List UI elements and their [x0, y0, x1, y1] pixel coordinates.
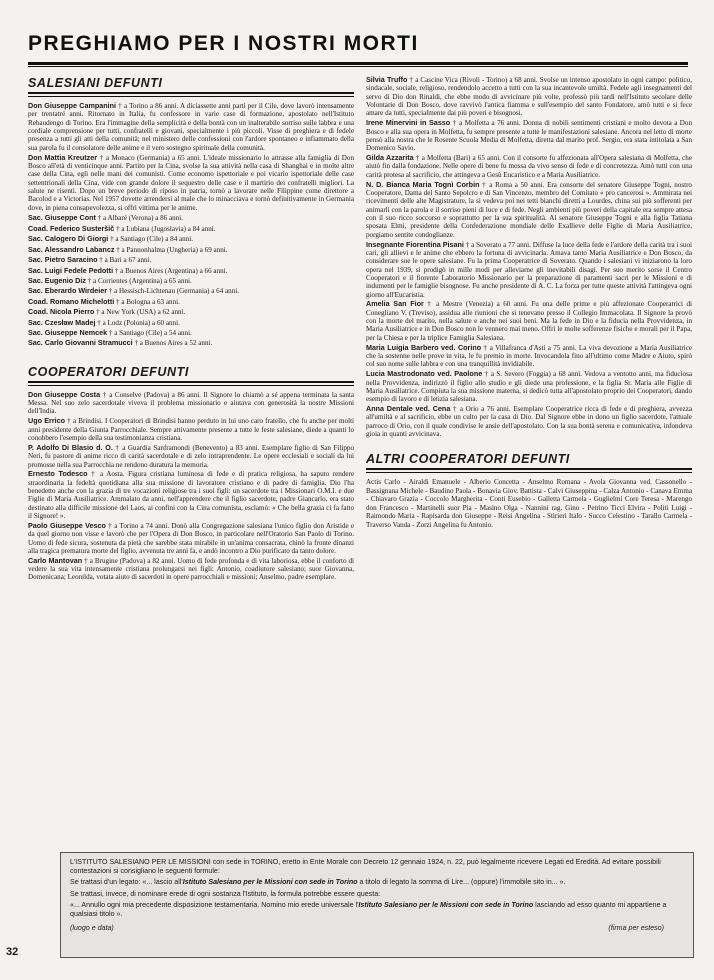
entry-name: Don Giuseppe Costa	[28, 389, 101, 399]
entry-name: Gilda Azzarita	[366, 153, 414, 163]
obituary-entry	[28, 444, 354, 469]
list-item	[28, 328, 354, 338]
obituary-entry	[366, 300, 692, 342]
list-item	[28, 307, 354, 317]
entry-meta: † a Brugine (Padova) a 82 anni.	[84, 556, 176, 565]
notice-text: «... Annullo ogni mia precedente disposizione testamentaria. Nomino mio erede universale l'	[70, 901, 359, 909]
left-column	[28, 76, 354, 583]
entry-meta: † a S. Severo (Foggia) a 68 anni.	[484, 370, 582, 379]
entry-meta: † a New York (USA) a 62 anni.	[96, 308, 186, 317]
institute-name: Istituto Salesiano per le Missioni con sede in Torino	[358, 901, 534, 909]
entry-name: Carlo Mantovan	[28, 555, 83, 565]
notice-intro: L'ISTITUTO SALESIANO PER LE MISSIONI con sede in TORINO, eretto in Ente Morale con Decreto 12 gennaio 1924, n. 22, può legalmente ricevere Legati ed Eredità. Ad evitare possibili contestazioni si consigliano le seguenti formule:	[70, 858, 661, 875]
entry-meta: † a Albaré (Verona) a 86 anni.	[97, 214, 183, 223]
place-date-label: (luogo e data)	[70, 924, 114, 932]
entry-name: Sac. Pietro Saracino	[28, 255, 98, 265]
entry-name: Sac. Luigi Fedele Pedotti	[28, 265, 114, 275]
altri-heading: ALTRI COOPERATORI DEFUNTI	[366, 452, 692, 470]
list-item	[28, 286, 354, 296]
right-column	[366, 76, 692, 530]
section-rule	[366, 472, 692, 473]
title-rule	[28, 66, 688, 67]
entry-name: Coad. Nicola Pierro	[28, 307, 95, 317]
obituary-entry	[28, 417, 354, 442]
list-item	[28, 276, 354, 286]
entry-name: Paolo Giuseppe Vesco	[28, 520, 106, 530]
obituary-entry	[366, 181, 692, 239]
short-entries-list	[28, 213, 354, 348]
entry-meta: † a Torino a 86 anni.	[118, 102, 179, 110]
page-title: PREGHIAMO PER I NOSTRI MORTI	[28, 32, 688, 65]
section-rule	[28, 96, 354, 97]
obituary-entry	[366, 154, 692, 179]
entry-name: Sac. Eberardo Wirdeier	[28, 286, 108, 296]
entry-meta: † a Monaco (Germania) a 65 anni.	[99, 153, 202, 162]
entry-text: Esemplare figlio di San Filippo Neri, fu pastore di anime ricco di carità sacerdotale e di zelo intraprendente. Le opere ecclesiali e sociali da lui promosse nella sua Parrocchia ne rendono duratura la memoria.	[28, 443, 355, 469]
entry-meta: † a Lodz (Polonia) a 60 anni.	[97, 318, 180, 327]
entry-text: Svolse un intenso apostolato in ogni campo: politico, sindacale, sociale, religioso, rendendolo accetto a tutti con la sua incantevole umiltà. Fedele agli insegnamenti del servo di Dio don Rinaldi, che ebbe modo di avvicinare più volte, professò più tardi nell'Istituto secolare delle Volontarie di Don Bosco, dove ravvivò l'antica fiamma e sull'esempio del santo Fondatore, amò tutti e si fece amare da tutti, specialmente dai più poveri e bisognosi.	[366, 76, 692, 118]
entry-name: Sac. Calogero Di Giorgi	[28, 234, 109, 244]
entry-text: I Cooperatori di Brindisi hanno perduto in lui uno caro fratello, che fu anche per molti anni presidente della Giunta Parrocchiale. Sempre attivamente presente a tutte le feste salesiane, diede a quanti lo conobbero l'esempio della sua testimonianza cristiana.	[28, 417, 355, 442]
obituary-entry	[366, 405, 692, 438]
entry-text: Figura cristiana luminosa di fede e di pratica religiosa, ha saputo rendere straordinaria la fedeltà quotidiana alla sua missione di lavoratore cristiano e di padre di famiglia. Dio l'ha benedetto anche con la grazia di tre vocazioni religiose tra i suoi figli: un sacerdote tra i Missionari O.M.I. e due Figlie di Maria Ausiliatrice. Ammalato da anni, nell'apprendere che il figlio sacerdote, padre Giancarlo, era stato destinato alla difficile missione del Laos, ai confini con la Cina comunista, esclamò: « Che bella grazia ci fa fatto il Signore! ».	[28, 470, 354, 521]
signature-label: (firma per esteso)	[608, 924, 664, 932]
entry-text: Uomo di fede profonda e di vita laboriosa, ebbe il conforto di vedere la sua vita intensamente cristiana prolungarsi nei figli: Antonio, coadiutore salesiano; suor Giovanna, Domenicana; Leonilda, votata aiuto di sacerdoti in opere parrocchiali e missioni; Anselmo, padre esemplare.	[28, 556, 354, 582]
entry-meta: † a Soverato a 77 anni.	[465, 240, 531, 249]
entry-meta: † a Torino a 74 anni.	[108, 521, 170, 530]
entry-meta: † a Brindisi.	[67, 417, 103, 426]
other-cooperators-list: Actis Carlo - Airaldi Emanuele - Alberio Concetta - Anselmo Romana - Avola Giovanna ved. Cassonello - Bassignana Michele - Baudino Paola - Bonavia Giov. Battista - Calvi Giuseppina - Calza Antonio - Canava Emma - Chiavaro Grazia - Coccolo Margherita - Conti Eusebio - Galletta Carmela - Guglielmi Core Teresa - Marengo don Francesco - Martinelli suor Pia - Masino Olga - Nannini rag. Gino - Petrino Ticci Elvira - Politi Luigi - Raimondo Maria - Rapisarda don Giuseppe - Reisi Angelina - Stirieri Italo - Succo Celestino - Tarallo Carmela - Traverso Vanda - Zorzi Angelina fu Antonio.	[366, 477, 692, 529]
entry-name: Anna Dentale ved. Cena	[366, 404, 451, 414]
entry-meta: † a Lubiana (Jugoslavia) a 84 anni.	[116, 224, 216, 233]
cooperatori-heading: COOPERATORI DEFUNTI	[28, 365, 354, 383]
entry-text: La viva devozione a Maria Ausiliatrice che la sostenne nelle prove in vita, le fu premio in morte. Invocandola fino all'ultimo come Madre e Aiuto, spirò col suo nome sulle labbra e con una tranquillità invidiabile.	[366, 343, 692, 369]
entry-meta: † a Villafranca d'Asti a 75 anni.	[483, 343, 577, 352]
entry-meta: † a Santiago (Cile) a 84 anni.	[110, 235, 193, 244]
entry-name: Sac. Eugenio Diz	[28, 275, 86, 285]
obituary-entry	[366, 370, 692, 403]
entry-name: Sac. Czesław Madej	[28, 317, 96, 327]
list-item	[28, 234, 354, 244]
list-item	[28, 245, 354, 255]
entry-name: Sac. Alessandro Labancz	[28, 244, 115, 254]
entry-meta: † a Buenos Aires (Argentina) a 66 anni.	[114, 266, 228, 275]
entry-meta: † a Pannonhalma (Ungheria) a 69 anni.	[116, 245, 228, 254]
entry-name: P. Adolfo Di Blasio d. O.	[28, 442, 113, 452]
entry-meta: † a Bologna a 63 anni.	[116, 297, 180, 306]
list-item	[28, 213, 354, 223]
entry-meta: † a Santiago (Cile) a 54 anni.	[108, 328, 192, 337]
entry-meta: † a Mestre (Venezia) a 60 anni.	[427, 300, 528, 309]
entry-meta: † a Aosta.	[91, 470, 125, 479]
list-item	[28, 297, 354, 307]
entry-meta: † a Molfetta (Bari) a 65 anni.	[415, 154, 501, 163]
obituary-entry	[366, 241, 692, 299]
entry-name: Insegnante Fiorentina Pisani	[366, 239, 464, 249]
notice-erede-intro: Se trattasi, invece, di nominare erede di ogni sostanza l'Istituto, la formula potrebbe essere questa:	[70, 889, 381, 898]
entry-name: Coad. Romano Michelotti	[28, 296, 115, 306]
entry-name: Sac. Giuseppe Cont	[28, 213, 96, 223]
entry-name: Don Mattia Kreutzer	[28, 152, 98, 162]
obituary-entry	[366, 344, 692, 369]
notice-text: lasciando ad esso quanto mi appartiene a qualsiasi titolo ».	[70, 901, 667, 918]
salesiani-heading: SALESIANI DEFUNTI	[28, 76, 354, 94]
entry-name: Irene Minervini in Sasso	[366, 118, 451, 128]
notice-text: Se trattasi d'un legato: «... lascio all'	[70, 878, 183, 886]
entry-name: Don Giuseppe Campanini	[28, 101, 117, 110]
entry-meta: † a Molfetta a 76 anni.	[452, 119, 521, 128]
obituary-entry	[366, 76, 692, 118]
entry-meta: † a Bari a 67 anni.	[99, 256, 152, 265]
entry-meta: † a Roma a 50 anni.	[482, 180, 545, 189]
entry-name: Lucia Mastrodonato ved. Paolone	[366, 369, 483, 379]
entry-name: Silvia Truffo	[366, 75, 408, 84]
notice-legato	[70, 878, 684, 887]
entry-meta: † a Corrientes (Argentina) a 65 anni.	[87, 276, 192, 285]
list-item	[28, 338, 354, 348]
entry-text: Esemplare Cooperatrice ricca di fede e di preghiera, avvezza all'umiltà e al sacrificio, ebbe un culto per la casa di Dio. Dal Signore ebbe in dono un figlio sacerdote, l'attuale parroco di Orio, con il quale condivise le ansie dell'apostolato. Con la sua bontà serena e comunicativa, infondeva gioia in quanti avvicinava.	[366, 405, 692, 439]
entry-name: Maria Luigia Barbero ved. Corino	[366, 342, 482, 352]
page-number: 32	[6, 946, 19, 958]
legacy-notice-box	[60, 852, 694, 958]
obituary-entry	[366, 119, 692, 152]
list-item	[28, 318, 354, 328]
list-item	[28, 266, 354, 276]
entry-meta: † a Cascine Vica (Rivoli - Torino) a 68 anni.	[409, 76, 538, 84]
institute-name: Istituto Salesiano per le Missioni con sede in Torino	[182, 878, 358, 886]
entry-text: Vedova a ventotto anni, ma fiduciosa nella Provvidenza, indirizzò il figlio allo studio e gli diede una professione, e la figlia Sr. Maria alle Figlie di Maria Ausiliatrice. Compiuta la sua missione materna, si dedicò tutta all'apostolato proprio dei Cooperatori, dando esempio di lavoro e di letizia salesiana.	[366, 370, 693, 404]
entry-name: Sac. Carlo Giovanni Stramucci	[28, 338, 133, 348]
entry-text: Diffuse la luce della fede e l'ardore della carità tra i suoi cari, gli allievi e le anime che ebbero la fortuna di avvicinarla. Amava tanto Maria Ausiliatrice e Don Bosco, da considerare sue le opere salesiane. Fu la prima Cooperatrice di Soverato. Quando i salesiani vi iniziarono la loro opera nel 1939, si prodigò in mille modi per alleviarne gli inevitabili disagi. Per suo merito sorse il Centro Cooperatori e il fiorente Laboratorio Missionario per la preparazione di paramenti sacri per le Missioni e di indumenti per le famiglie bisognose. Fu anche presidente di A. C. La forza per tutte queste attività l'attingeva ogni giorno all'Eucaristia.	[366, 240, 692, 299]
obituary-entry	[28, 391, 354, 416]
section-rule	[28, 385, 354, 386]
entry-meta: † a Orio a 76 anni.	[452, 405, 511, 414]
entry-text: Donò alla Congregazione salesiana l'unico figlio don Aristide e da quel giorno non visse e lavorò che per l'Opera di Don Bosco, in particolare nell'Oratorio San Paolo di Torino. Uomo di fede sicura, sostenuta da pietà che sarebbe stata mirabile in un'anima consacrata, chinò la fronte dinanzi alla tragica prematura morte del figlio, avvenuta tre anni fa, e andò incontro a Dio purificato da tanto dolore.	[28, 521, 355, 555]
entry-text: Era consorte del senatore Giuseppe Togni, nostro Cooperatore, Dama del Santo Sepolcro e di San Vincenzo, membro del Comitato « pro cancerosi ». Ammirata nei ricevimenti delle alte Magistrature, la si vedeva poi nei tetti bianchi diretti a Lourdes, china sui più sofferenti per animarli con la parola e il sorriso pieni di luce e di fede. Negli ambienti più poveri della capitale era sempre attesa con il suo ricco soccorso e soprattutto per la sua spiritualità. Al senatore Giuseppe Togni e alla figlia Tatiana sposata Elmi, presidente della Confederazione mondiale delle Exallieve delle Figlie di Maria Ausiliatrice, porgiamo sentite condoglianze.	[366, 180, 692, 239]
obituary-entry	[28, 102, 354, 152]
entry-text: A diciassette anni partì per il Cile, dove lavorò intensamente per trentatré anni. Ritornato in Italia, fu confessore in varie case di formazione, apostolato nell'Istituto Rebaudengo di Torino. Era l'immagine della semplicità e della bontà con un inalterabile sorriso sulle labbra e una cordiale comprensione per tutti, confratelli e giovani, specialmente i più piccoli. Visse di preghiera e di fedele presenza a tutti gli atti della comunità; nel ministero delle confessioni con l'ardore spontaneo e infiammato della sua parola fu il consolatore delle anime e il vero sostegno spirituale della comunità.	[28, 102, 354, 152]
entry-text: Con il consorte fu affezionata all'Opera salesiana di Molfetta, che aiutò fin dalla fondazione. Nelle opere di bene fu mossa da vivo senso di fede e di concretezza. Amò tutti con una carità protesa al sacrificio, che attingeva a Gesù Eucaristico e a Maria Ausiliatrice.	[366, 154, 692, 179]
entry-meta: † a Buenos Aires a 52 anni.	[134, 339, 213, 348]
entry-text: Fu una delle prime e più affezionate Cooperatrici di Conegliano V. (Treviso), assidua alle riunioni che si tenevano presso il Collegio Immacolata. Il Signore la provò con la morte del marito, nella salute e anche nei suoi beni. Ma la fede in Dio e la fiducia nella Provvidenza, in Maria Ausiliatrice e in Don Bosco non le vennero mai meno. Offrì le molte sofferenze fisiche e morali per il Papa, per la Chiesa e per la triplice Famiglia Salesiana.	[366, 300, 693, 342]
obituary-entry	[28, 522, 354, 555]
entry-text: Il Signore lo chiamò a sé appena terminata la santa Messa. Nel suo zelo sacerdotale viveva il problema missionario e aiutava con generosità la nostre Missioni dell'India.	[28, 390, 355, 416]
entry-meta: † a Guardia Sanframondi (Benevento) a 83 anni.	[115, 443, 260, 452]
notice-signature-row	[70, 924, 684, 933]
entry-name: Ugo Errico	[28, 416, 66, 426]
list-item	[28, 224, 354, 234]
obituary-entry	[28, 154, 354, 212]
list-item	[28, 255, 354, 265]
entry-name: Ernesto Todesco	[28, 469, 88, 479]
obituary-entry	[28, 557, 354, 582]
entry-name: N. D. Bianca Maria Tognì Corbin	[366, 179, 480, 189]
entry-name: Coad. Federico Susteršič	[28, 223, 115, 233]
entry-name: Amelia San Fior	[366, 299, 424, 309]
notice-text: a titolo di legato la somma di Lire... (oppure) l'immobile sito in... ».	[357, 878, 566, 886]
entry-meta: † a Hessisch-Lichtenau (Germania) a 64 anni.	[108, 287, 240, 296]
entry-meta: † a Conselve (Padova) a 86 anni.	[102, 390, 201, 399]
notice-erede	[70, 901, 684, 918]
obituary-entry	[28, 470, 354, 520]
entry-name: Sac. Giuseppe Nemcek	[28, 327, 108, 337]
entry-text: L'ideale missionario lo attrasse alla famiglia di Don Bosco all'età di venticinque anni. Partito per la Cina, svolse la sua attività nella casa di Shanghai e in molte altre case della Cina, egli nelle mani dei comunisti. Come economo ispettoriale e poi vicario ispettoriale delle case settentrionali della Cina, vide con grande dolore il sequestro delle case e il martirio dei confratelli migliori. La salute ne risentì. Dopo un breve periodo di riposo in patria, tornò a lavorare nelle Filippine come direttore a Bacolod e a Victorias. Nel 1957 dovette arrendersi al male che lo minacciava e tornò definitivamente in Germania dove, in piena consapevolezza, si offrì vittima per le anime.	[28, 153, 354, 212]
entry-text: Donna di nobili sentimenti cristiani e molto devota a Don Bosco e alla sua opera in Molfetta, fu sempre presente a tutte le manifestazioni salesiane. Ancora nel letto di morte pensò alla nostra che le Rosente Scuola Media di Molfetta, diretta dal marito prof. Sergio, era stata intitolata a San Domenico Savio.	[366, 119, 692, 153]
